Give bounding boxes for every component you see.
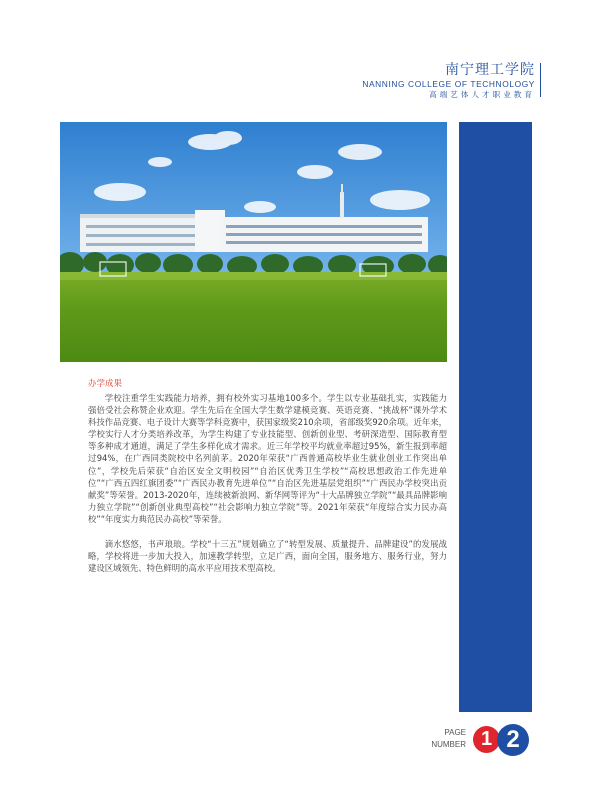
college-header <box>362 62 535 100</box>
page-number-label <box>426 727 466 751</box>
page-digit-2: 2 <box>497 724 529 756</box>
college-name-cn: 南宁理工学院 <box>445 62 535 78</box>
page-label-line: PAGE <box>444 728 466 737</box>
paragraph: 滴水悠悠，书声琅琅。学校“十三五”规划确立了“转型发展、质量提升、品牌建设”的发展战略，学校将进一步加大投入，加速教学转型，立足广西，面向全国，服务地方、服务行业，努力建设区域领先、特色鲜明的高水平应用技术型高校。 <box>88 539 447 574</box>
page-digit-1: 1 <box>473 726 500 753</box>
main-content <box>88 378 447 574</box>
page-label-line: NUMBER <box>431 740 466 749</box>
college-name-en: NANNING COLLEGE OF TECHNOLOGY <box>362 79 535 89</box>
section-title: 办学成果 <box>88 379 123 389</box>
paragraph: 学校注重学生实践能力培养，拥有校外实习基地100多个。学生以专业基础扎实，实践能力强倍受社会称赞企业欢迎。学生先后在全国大学生数学建模竞赛、英语竞赛、“挑战杯”课外学术科技作品竞赛、电子设计大赛等学科竞赛中，获国家级奖210余项，省部级奖920余项。近年来，学校实行人才分类培养改革，为学生构建了专业技能型、创新创业型、考研深造型、国际教育型等多种成才通道，满足了学生多样化成才需求。近三年学校平均就业率超过95%，新生报到率超过94%，在广西同类院校中名列前茅。2020年荣获“广西普通高校毕业生就业创业工作突出单位”，学校先后荣获“自治区安全文明校园”“自治区优秀卫生学校”“高校思想政治工作先进单位”“广西五四红旗团委”“广西民办教育先进单位”“自治区先进基层党组织”“广西民办学校突出贡献奖”等荣誉。2013-2020年，连续被新浪网、新华网等评为“十大品牌独立学院”“最具品牌影响力独立学院”“创新创业典型高校”“社会影响力独立学院”等。2021年荣获“年度综合实力民办高校”“年度实力典范民办高校”等荣誉。 <box>88 393 447 524</box>
campus-photo <box>60 122 447 362</box>
college-slogan: 高端艺体人才职业教育 <box>429 90 535 99</box>
decorative-blue-bar <box>459 122 532 712</box>
header-divider <box>540 63 541 97</box>
